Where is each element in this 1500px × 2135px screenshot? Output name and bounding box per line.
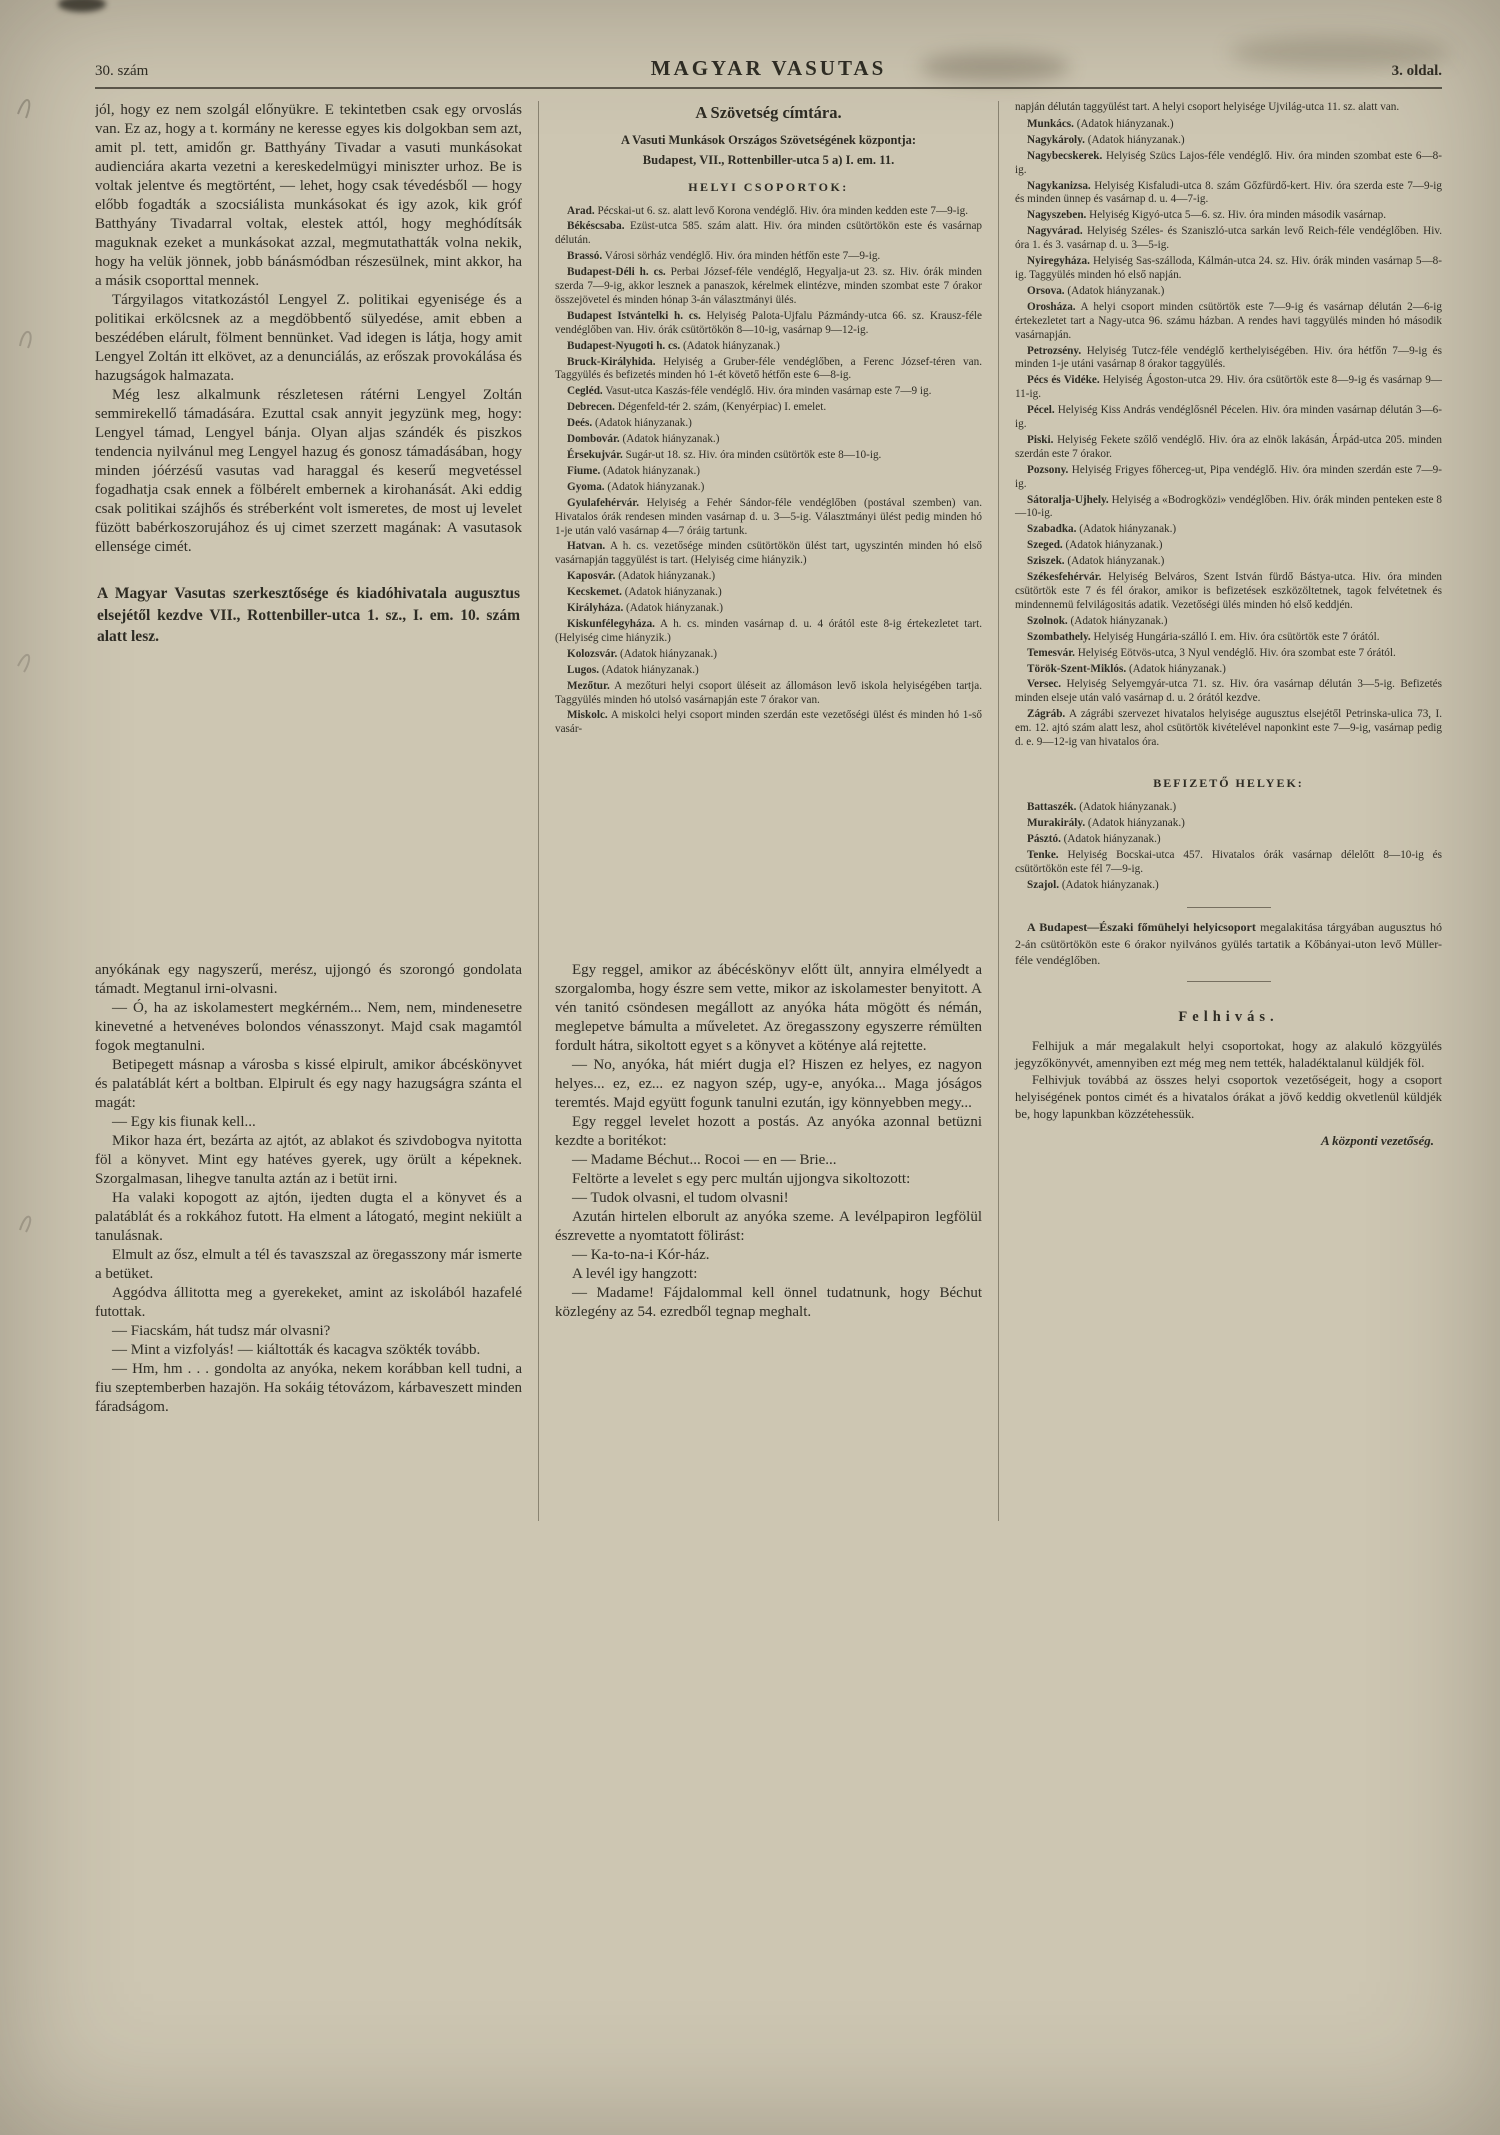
city-name: Tenke. xyxy=(1027,848,1059,861)
city-name: Nagybecskerek. xyxy=(1027,149,1103,162)
directory-entry xyxy=(1015,631,1442,645)
city-name: Budapest-Déli h. cs. xyxy=(567,266,666,279)
directory-entry xyxy=(555,340,982,354)
city-name: Murakirály. xyxy=(1027,816,1086,829)
appeal-paragraph: Felhivjuk továbbá az összes helyi csoportok vezetőségeit, hogy a csoport helyiségének pontos cimét és a hivatalos órákat a jövő keddig okvetlenül küldjék be, hogy lapunkban közzétehessük. xyxy=(1015,1073,1442,1122)
directory-address: Budapest, VII., Rottenbiller-utca 5 a) I. em. 11. xyxy=(642,152,895,167)
directory-entry xyxy=(555,465,982,479)
entry-text: Helyiség Széles- és Szaniszló-utca sarkán levő Reich-féle vendéglőben. Hiv. óra 1. és 3. vasárnap d. u. 3—5-ig. xyxy=(1015,225,1443,252)
entry-text: Helyiség Tutcz-féle vendéglő kerthelyiségében. Hiv. óra hétfőn 7—9-ig és minden 1-je utáni vasárnap 8 órakor taggyülés. xyxy=(1015,344,1442,371)
directory-entry xyxy=(1015,708,1442,750)
directory-entry xyxy=(555,586,982,600)
meeting-notice-text: megalakitása tárgyában augusztus hó 2-án csütörtökön este 6 órakor nyilvános gyülés tartatik a Kőbányai-uton levő Müller-féle vendéglőben. xyxy=(1015,920,1442,967)
city-name: Battaszék. xyxy=(1027,800,1077,813)
margin-mark xyxy=(14,88,40,122)
entry-text: (Adatok hiányzanak.) xyxy=(1079,523,1177,536)
directory-entry xyxy=(555,250,982,264)
city-name: Szajol. xyxy=(1027,878,1060,891)
city-name: Cegléd. xyxy=(567,385,603,398)
city-name: Petrozsény. xyxy=(1027,344,1082,357)
directory-subtitle: A Vasuti Munkások Országos Szövetségének központja: xyxy=(621,133,916,147)
directory-entry xyxy=(1015,647,1442,661)
city-name: Szabadka. xyxy=(1027,523,1077,536)
entry-text: Helyiség Bocskai-utca 457. Hivatalos órák vasárnap délelőtt 8—10-ig és csütörtökön este fél 7—9-ig. xyxy=(1015,848,1442,875)
signature: A központi vezetőség. xyxy=(1320,1133,1434,1149)
story-paragraph: — Ka-to-na-i Kór-ház. xyxy=(572,1247,710,1263)
city-name: Bruck-Királyhida. xyxy=(567,355,656,368)
city-name: Érsekujvár. xyxy=(567,449,623,461)
directory-entry xyxy=(555,481,982,495)
entry-text: (Adatok hiányzanak.) xyxy=(622,433,720,446)
directory-title: A Szövetség címtára. xyxy=(695,103,842,122)
entry-text: Helyiség Fekete szőlő vendéglő. Hiv. óra az elnök lakásán, Árpád-utca 205. minden szerdán este 7 órakor. xyxy=(1015,433,1442,460)
story-paragraph: — Fiacskám, hát tudsz már olvasni? xyxy=(112,1323,331,1339)
entry-text: Vasut-utca Kaszás-féle vendéglő. Hiv. óra minden vasárnap este 7—9 ig. xyxy=(605,385,932,398)
directory-entry xyxy=(1015,571,1442,613)
city-name: Debrecen. xyxy=(567,401,615,414)
city-name: Brassó. xyxy=(567,250,603,263)
entry-text: (Adatok hiányzanak.) xyxy=(1076,117,1174,130)
newspaper-title: MAGYAR VASUTAS xyxy=(650,56,887,80)
entry-text: Helyiség Belváros, Szent István fürdő Bástya-utca. Hiv. óra minden csütörtök este 7 és fél órakor, amikor is befizetések eszközöltetnek, tagok felvétetnek és mindennemü felvilágositás adatik. Vezetőségi ülés minden hó első keddjén. xyxy=(1015,571,1442,611)
story-paragraph: Aggódva állitotta meg a gyerekeket, amint az iskolából hazafelé futottak. xyxy=(95,1285,522,1320)
entry-text: Helyiség a Fehér Sándor-féle vendéglőben (postával szemben) van. Hivatalos órák rendesen minden vasárnap d. u. 3—5-ig. Választmányi ülést pedig minden hó 1-je után való vasárnap 4—7 óráig tartunk. xyxy=(555,496,982,537)
issue-number: 30. szám xyxy=(95,63,149,79)
story-paragraph: Elmult az ősz, elmult a tél és tavaszszal az öregasszony már ismerte a betüket. xyxy=(95,1247,522,1282)
entry-text: A h. cs. vezetősége minden csütörtökön ülést tart, ugyszintén minden hó első vasárnapján taggyülést is tart. (Helyiség cime hiányzik.) xyxy=(555,540,982,567)
entry-text: (Adatok hiányzanak.) xyxy=(1067,555,1165,568)
entry-text: (Adatok hiányzanak.) xyxy=(1065,539,1163,552)
city-name: Kecskemet. xyxy=(567,586,622,599)
directory-entry xyxy=(1015,678,1442,706)
city-name: Miskolc. xyxy=(567,709,608,722)
directory-entry xyxy=(1015,180,1442,208)
directory-entry xyxy=(555,266,982,308)
city-name: Nagykanizsa. xyxy=(1027,179,1091,192)
margin-mark xyxy=(14,318,40,352)
directory-entry xyxy=(1015,374,1442,402)
directory-entry xyxy=(1015,134,1442,148)
column-left xyxy=(95,101,538,1521)
section-divider xyxy=(1187,981,1271,982)
directory-entry xyxy=(1015,494,1442,522)
entry-text: Perbai József-féle vendéglő, Hegyalja-ut 23. sz. Hiv. órák minden szerda 7—9-ig, akkor lesznek a panaszok, kérelmek elintézve, minden szombat este 7 órakor összejövetel és minden hónap 3-án választmányi ülés. xyxy=(555,266,982,306)
entry-text: Helyiség Hungária-szálló I. em. Hiv. óra csütörtök este 7 órától. xyxy=(1093,630,1380,643)
city-name: Királyháza. xyxy=(567,602,624,615)
entry-text: (Adatok hiányzanak.) xyxy=(682,339,780,352)
entry-text: (Adatok hiányzanak.) xyxy=(594,417,692,430)
masthead xyxy=(0,0,1500,85)
entry-text: A mezőturi helyi csoport üléseit az állomáson levő iskola helyiségében tartja. Taggyülés minden hó utolsó vasárnapján este 7 órakor van. xyxy=(555,679,982,706)
directory-entry xyxy=(1015,523,1442,537)
story-paragraph: — Madame Béchut... Rocoi — en — Brie... xyxy=(572,1152,837,1168)
directory-entry xyxy=(555,385,982,399)
city-name: Temesvár. xyxy=(1027,646,1075,659)
story-paragraph: — Tudok olvasni, el tudom olvasni! xyxy=(572,1190,789,1206)
entry-text: Helyiség a «Bodrogközi» vendéglőben. Hiv. órák minden penteken este 8—10-ig. xyxy=(1015,493,1442,520)
story-paragraph: Betipegett másnap a városba s kissé elpirult, amikor ábcéskönyvet és palatáblát kért a boltban. Elpirult és egy nagy hazugságra szánta el magát: xyxy=(95,1057,522,1111)
entry-text: Helyiség Ágoston-utca 29. Hiv. óra csütörtök este 8—9-ig és vasárnap 9—11-ig. xyxy=(1015,374,1442,401)
directory-entry xyxy=(1015,879,1442,893)
meeting-notice-lead: A Budapest—Északi főmühelyi helyicsoport xyxy=(1027,920,1256,935)
directory-section xyxy=(555,101,982,961)
story-paragraph: — Ó, ha az iskolamestert megkérném... Nem, nem, mindenesetre kinevetné a hetvenéves bolondos vénasszonyt. Majd csak magamtól fogok megtanulni. xyxy=(95,1000,522,1054)
directory-entry xyxy=(1015,301,1442,343)
margin-mark xyxy=(14,1204,40,1238)
directory-entry xyxy=(555,570,982,584)
article-paragraph: Még lesz alkalmunk részletesen rátérni Lengyel Zoltán semmirekellő támadására. Ezuttal csak annyit jegyzünk meg, hogy: Lengyel támad, Lengyel bánja. Olyan aljas szándék és piszkos tendencia nyilvánul meg Lengyel hazug és gonosz támadásában, hogy minden jóérzésű vasutas vad haraggal és keserű megvetéssel fogadhatja csak ennek a fölbérelt embernek a kirohanását. Aki eddig csak politikai szájhős és stréberként volt ismeretes, de most uj levelet füzött babérkoszorujához és uj cimet szerzett magának: A vasutasok ellensége cimét. xyxy=(95,387,522,555)
directory-entry xyxy=(1015,209,1442,223)
city-name: Lugos. xyxy=(567,663,600,676)
entry-text: Helyiség Sas-szálloda, Kálmán-utca 24. sz. Hiv. órák minden vasárnap 5—8-ig. Taggyülés minden hó első napján. xyxy=(1015,255,1442,281)
entry-text: (Adatok hiányzanak.) xyxy=(1061,878,1159,891)
city-name: Versec. xyxy=(1027,678,1062,691)
city-name: Deés. xyxy=(567,417,593,430)
entry-text: A zágrábi szervezet hivatalos helyisége augusztus elsejétől Petrinska-ulica 73, I. em. 12. ajtó szám alatt lesz, ahol csütörtök kivételével naponkint este 7—9-ig, vasárnap pedig d. e. 9—12-ig van hivatalos óra. xyxy=(1015,708,1442,749)
directory-entry xyxy=(1015,801,1442,815)
directory-entry xyxy=(1015,434,1442,462)
directory-entry xyxy=(1015,285,1442,299)
city-name: Gyulafehérvár. xyxy=(567,496,639,509)
story-paragraph: A levél igy hangzott: xyxy=(572,1266,698,1282)
directory-entry xyxy=(1015,345,1442,373)
story-paragraph: — Mint a vizfolyás! — kiáltották és kacagva szökték tovább. xyxy=(112,1342,481,1358)
entry-text: A helyi csoport minden csütörtök este 7—9-ig és vasárnap délután 2—6-ig értekezletet tart a Nagy-utca 96. számu házban. A rendes havi taggyülés minden hó második vasárnapján. xyxy=(1015,300,1442,341)
local-groups-heading: HELYI CSOPORTOK: xyxy=(688,179,849,194)
article-paragraph: Tárgyilagos vitatkozástól Lengyel Z. politikai egyenisége és a politikai erkölcsnek az a megdöbbentő sülyedése, amit ebben a beszédében elárult, fölment bennünket. Vad idegen is látja, hogy amit Lengyel Zoltán itt elkövet, az a denunciálás, az erőszak provokálása és hazugságok halmazata. xyxy=(95,292,522,384)
column-middle xyxy=(538,101,999,1521)
left-article-section xyxy=(95,101,522,961)
directory-entry xyxy=(555,618,982,646)
margin-marks xyxy=(14,0,54,2135)
city-name: Orosháza. xyxy=(1027,300,1076,313)
city-name: Pécel. xyxy=(1027,404,1055,417)
entry-text: Helyiség a Gruber-féle vendéglőben, a Ferenc József-téren van. Taggyülés és befizetés minden hó 1-ét követő hétfőn este 6—8-ig. xyxy=(555,355,982,382)
entry-text: (Adatok hiányzanak.) xyxy=(618,570,716,583)
directory-entry xyxy=(555,356,982,384)
directory-entries-right xyxy=(1015,118,1442,752)
appeal-paragraph: Felhijuk a már megalakult helyi csoportokat, hogy az alakuló közgyülés jegyzőkönyvét, amennyiben ezt még meg nem tették, haladéktalanul küldjék föl. xyxy=(1015,1039,1442,1071)
entry-text: (Adatok hiányzanak.) xyxy=(601,663,699,676)
meeting-notice xyxy=(1015,919,1442,968)
city-name: Mezőtur. xyxy=(567,679,610,692)
city-name: Békéscsaba. xyxy=(567,220,625,233)
directory-entry xyxy=(1015,539,1442,553)
directory-entry xyxy=(555,401,982,415)
entry-text: (Adatok hiányzanak.) xyxy=(626,602,723,615)
directory-entry xyxy=(1015,404,1442,432)
margin-mark xyxy=(14,642,40,676)
directory-entry xyxy=(555,449,982,463)
directory-entry xyxy=(555,664,982,678)
entry-text: Helyiség Frigyes főherceg-ut, Pipa vendéglő. Hiv. óra minden szerdán este 7—9-ig. xyxy=(1015,463,1442,490)
entry-text: Városi sörház vendéglő. Hiv. óra minden hétfőn este 7—9-ig. xyxy=(604,250,881,263)
city-name: Fiume. xyxy=(567,464,601,477)
header-rule xyxy=(95,87,1442,89)
directory-entry xyxy=(1015,615,1442,629)
directory-entry xyxy=(555,709,982,737)
directory-entry xyxy=(1015,663,1442,677)
entry-text: (Adatok hiányzanak.) xyxy=(1128,662,1226,675)
directory-entry xyxy=(1015,255,1442,283)
city-name: Kaposvár. xyxy=(567,570,616,583)
city-name: Dombovár. xyxy=(567,433,620,446)
entry-text: (Adatok hiányzanak.) xyxy=(607,480,705,493)
directory-entry xyxy=(1015,464,1442,492)
city-name: Piski. xyxy=(1027,433,1054,446)
entry-text: Helyiség Eötvös-utca, 3 Nyul vendéglő. Hiv. óra szombat este 7 órától. xyxy=(1077,646,1396,659)
directory-entry xyxy=(555,680,982,708)
directory-entry xyxy=(555,433,982,447)
directory-entry xyxy=(555,417,982,431)
directory-entry xyxy=(1015,833,1442,847)
city-name: Török-Szent-Miklós. xyxy=(1027,662,1127,675)
entry-text: A h. cs. minden vasárnap d. u. 4 órától este 8-ig értekezletet tart. (Helyiség cime hiányzik.) xyxy=(555,617,982,644)
directory-entry xyxy=(555,205,982,219)
directory-entry xyxy=(1015,817,1442,831)
city-name: Szombathely. xyxy=(1027,630,1091,643)
paying-places-entries xyxy=(1015,801,1442,894)
page-number: 3. oldal. xyxy=(1391,63,1442,79)
directory-entry xyxy=(1015,225,1442,253)
city-name: Kolozsvár. xyxy=(567,647,618,660)
entry-text: Helyiség Kiss András vendéglősnél Pécelen. Hiv. óra minden vasárnap délután 3—6-ig. xyxy=(1015,404,1443,431)
article-paragraph: jól, hogy ez nem szolgál előnyükre. E tekintetben csak egy orvoslás van. Ez az, hogy a t. kormány ne keresse egyes kis dolgokban sem azt, amit pl. tett, amidőn gr. Batthyány Tivadar a vasuti munkásokat audienciára akarta vezetni a kereskedelmügyi miniszter urhoz. Be is voltak jelentve és megtörtént, — lehet, hogy csak tévedésből — hogy előbb fogadták a szocsiálista munkásokat és igy azok, kik gróf Batthyány Tivadarral voltak, elestek attól, hogy meghódítsák maguknak ezeket a munkásokat azzal, megmutathatták volna nekik, hogy ha velük jönnek, jobb bánásmódban részesülnek, mint akkor, ha a másik csoporttal mennek. xyxy=(95,102,522,289)
left-story-section xyxy=(95,961,522,1417)
city-name: Budapest-Nyugoti h. cs. xyxy=(567,339,681,352)
entry-text: Helyiség Kigyó-utca 5—6. sz. Hiv. óra minden második vasárnap. xyxy=(1089,209,1387,222)
entry-text: (Adatok hiányzanak.) xyxy=(1063,832,1161,845)
paying-places-heading: BEFIZETŐ HELYEK: xyxy=(1153,775,1304,790)
directory-entry xyxy=(555,220,982,248)
directory-entry xyxy=(555,602,982,616)
city-name: Orsova. xyxy=(1027,284,1065,297)
city-name: Nagyvárad. xyxy=(1027,225,1083,238)
city-name: Munkács. xyxy=(1027,117,1074,130)
story-paragraph: Feltörte a levelet s egy perc multán ujjongva sikoltozott: xyxy=(572,1171,911,1187)
entry-text: Helyiség Palota-Ujfalu Pázmándy-utca 66. sz. Krausz-féle vendéglőben van. Hiv. órák csütörtökön 8—10-ig, vasárnap 9—12-ig. xyxy=(555,309,982,336)
city-name: Gyoma. xyxy=(567,480,605,493)
entry-text: Helyiség Kisfaludi-utca 8. szám Gőzfürdő-kert. Hiv. óra szerda este 7—9-ig és minden ünnep és vasárnap d. u. 4—7-ig. xyxy=(1015,179,1443,206)
story-paragraph: — Madame! Fájdalommal kell önnel tudatnunk, hogy Béchut közlegény az 54. ezredből tegnap meghalt. xyxy=(555,1285,982,1320)
story-paragraph: anyókának egy nagyszerű, merész, ujjongó és szorongó gondolata támadt. Megtanul irni-olvasni. xyxy=(95,962,522,997)
entry-text: Sugár-ut 18. sz. Hiv. óra minden csütörtök este 8—10-ig. xyxy=(625,449,882,461)
relocation-notice: A Magyar Vasutas szerkesztősége és kiadóhivatala augusztus elsejétől kezdve VII., Rottenbiller-utca 1. sz., I. em. 10. szám alatt lesz. xyxy=(97,585,520,645)
page-content xyxy=(95,101,1442,1521)
directory-entry xyxy=(1015,555,1442,569)
directory-entry xyxy=(555,310,982,338)
city-name: Pozsony. xyxy=(1027,463,1069,476)
entry-text: (Adatok hiányzanak.) xyxy=(1079,800,1177,813)
story-paragraph: — No, anyóka, hát miért dugja el? Hiszen ez helyes, ez nagyon helyes... ez, ez... ez nagyon szép, ugy-e, anyóka... Maga jóságos teremtés. Majd együtt fogunk tanulni ezután, igy könnyebben megy... xyxy=(555,1057,982,1111)
city-name: Nagykároly. xyxy=(1027,133,1085,146)
story-paragraph: Egy reggel levelet hozott a postás. Az anyóka azonnal betüzni kezdte a boritékot: xyxy=(555,1114,982,1149)
city-name: Arad. xyxy=(567,204,595,217)
entry-text: (Adatok hiányzanak.) xyxy=(1087,133,1185,146)
city-name: Zágráb. xyxy=(1027,708,1066,721)
story-paragraph: Ha valaki kopogott az ajtón, ijedten dugta el a könyvet és a palatáblát és a rokkához futott. Ha elment a látogató, megint nekiült a tanulásnak. xyxy=(95,1190,522,1244)
city-name: Budapest Istvántelki h. cs. xyxy=(567,309,701,322)
story-paragraph: — Hm, hm . . . gondolta az anyóka, nekem korábban kell tudni, a fiu szeptemberben hazajön. Ha sokáig tétovázom, kárbaveszett minden fáradságom. xyxy=(95,1361,522,1415)
directory-entry xyxy=(1015,849,1442,877)
directory-entry xyxy=(555,540,982,568)
appeal-paragraphs xyxy=(1015,1038,1442,1123)
story-paragraph: Egy reggel, amikor az ábécéskönyv előtt ült, annyira elmélyedt a szorgalomba, hogy észre sem vette, mikor az iskolamester benyitott. A vén tanitó csöndesen megállott az anyóka háta mögött és némán, meglepetve bámulta a műveletet. Az öregasszony egyszerre rémülten fordult hátra, sikoltott egyet s a könyvet a köténye alá rejtette. xyxy=(555,962,982,1054)
directory-entry xyxy=(1015,118,1442,132)
column-right xyxy=(999,101,1442,1521)
directory-entries xyxy=(555,205,982,738)
entry-text: (Adatok hiányzanak.) xyxy=(1067,284,1165,297)
appeal-heading: Felhivás. xyxy=(1178,1009,1279,1026)
entry-text: (Adatok hiányzanak.) xyxy=(603,464,700,477)
city-name: Kiskunfélegyháza. xyxy=(567,617,655,630)
entry-text: Dégenfeld-tér 2. szám, (Kenyérpiac) I. emelet. xyxy=(617,401,827,414)
entry-text: (Adatok hiányzanak.) xyxy=(624,586,722,599)
city-name: Székesfehérvár. xyxy=(1027,571,1102,584)
city-name: Sátoralja-Ujhely. xyxy=(1027,493,1109,506)
city-name: Pécs és Vidéke. xyxy=(1027,374,1100,387)
middle-story-section xyxy=(555,961,982,1322)
city-name: Pásztó. xyxy=(1027,832,1061,845)
entry-text: Pécskai-ut 6. sz. alatt levő Korona vendéglő. Hiv. óra minden kedden este 7—9-ig. xyxy=(597,204,969,217)
directory-entry xyxy=(555,497,982,539)
directory-entry xyxy=(555,648,982,662)
story-paragraph: — Egy kis fiunak kell... xyxy=(112,1114,256,1130)
story-paragraph: Mikor haza ért, bezárta az ajtót, az ablakot és szivdobogva nyitotta föl a könyvet. Mint egy hatéves gyerek, ugy örült a képeknek. Szorgalmasan, lihegve tanulta aztán az i betüt irni. xyxy=(95,1133,522,1187)
entry-text: (Adatok hiányzanak.) xyxy=(1070,614,1168,627)
entry-text: Helyiség Szücs Lajos-féle vendéglő. Hiv. óra minden szombat este 6—8-ig. xyxy=(1015,149,1442,176)
city-name: Sziszek. xyxy=(1027,555,1065,568)
article-paragraphs xyxy=(95,101,522,557)
entry-text: Helyiség Selyemgyár-utca 71. sz. Hiv. óra vasárnap délután 3—5-ig. Befizetés minden elseje után való vasárnap d. u. 2 órától kezdve. xyxy=(1015,678,1443,705)
directory-entry xyxy=(1015,150,1442,178)
city-name: Szolnok. xyxy=(1027,614,1068,627)
entry-text: (Adatok hiányzanak.) xyxy=(620,647,717,660)
city-name: Hatvan. xyxy=(567,540,606,553)
story-paragraph: Azután hirtelen elborult az anyóka szeme. A levélpapiron legfölül észrevette a nyomtatott fölirást: xyxy=(555,1209,982,1244)
city-name: Nyiregyháza. xyxy=(1027,255,1090,268)
entry-text: (Adatok hiányzanak.) xyxy=(1087,816,1185,829)
city-name: Szeged. xyxy=(1027,539,1063,552)
entry-text: Ezüst-utca 585. szám alatt. Hiv. óra minden csütörtökön este és vasárnap délután. xyxy=(555,220,982,247)
entry-text: A miskolci helyi csoport minden szerdán este vezetőségi ülést és minden hó 1-ső vasár- xyxy=(555,709,982,736)
city-name: Nagyszeben. xyxy=(1027,209,1087,222)
directory-continuation: napján délután taggyülést tart. A helyi csoport helyisége Ujvilág-utca 11. sz. alatt van. xyxy=(1015,101,1400,113)
section-divider xyxy=(1187,907,1271,908)
